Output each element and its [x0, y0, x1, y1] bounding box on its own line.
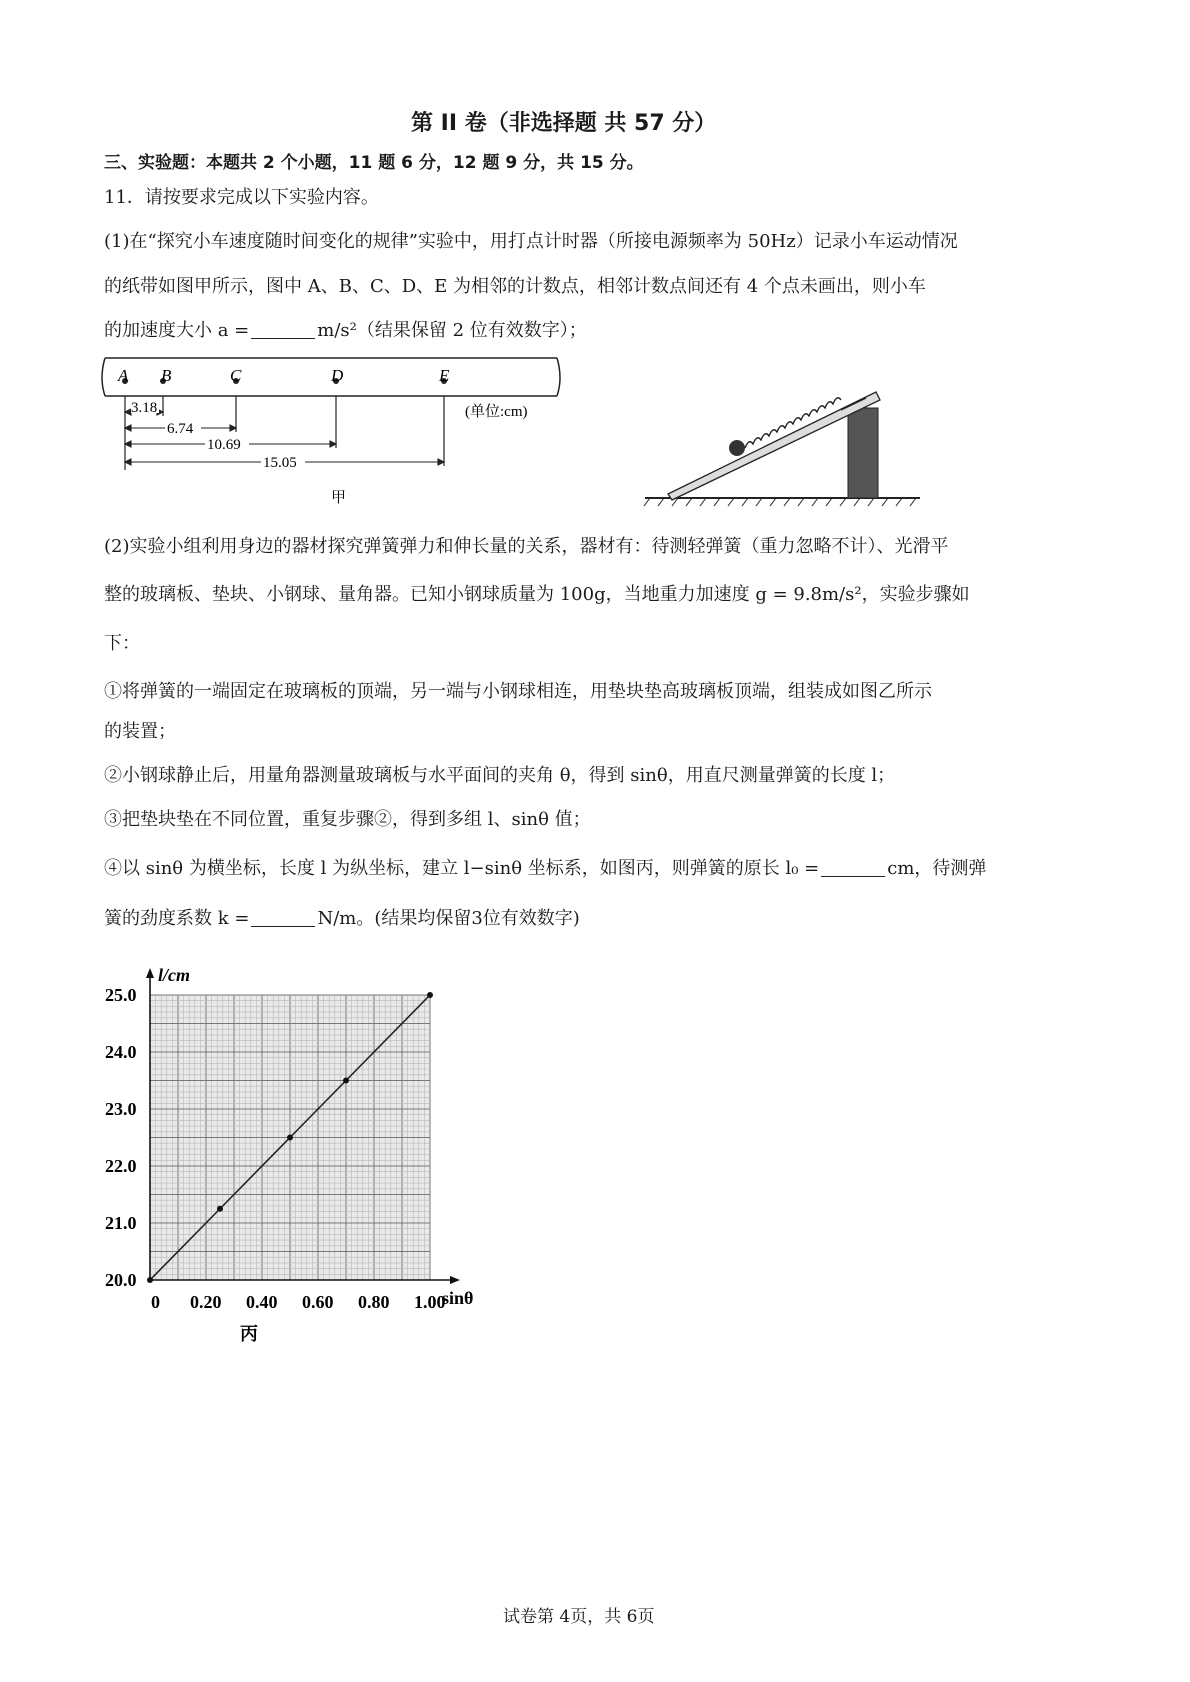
x-tick-label: 0.80	[358, 1292, 390, 1312]
dim-ac: 6.74	[167, 421, 194, 437]
step2: ②小钢球静止后，用量角器测量玻璃板与水平面间的夹角 θ，得到 sinθ，用直尺测量弹簧的长度 l；	[104, 765, 896, 786]
tape-point-c	[230, 366, 242, 385]
page-number: 试卷第 4页，共 6页	[503, 1607, 655, 1627]
svg-text:B: B	[161, 366, 172, 385]
part1-line3-unit: m/s²（结果保留 2 位有效数字）；	[317, 320, 587, 341]
step1-line1: ①将弹簧的一端固定在玻璃板的顶端，另一端与小钢球相连，用垫块垫高玻璃板顶端，组装成如图乙所示	[104, 681, 932, 702]
y-tick-label: 23.0	[105, 1099, 137, 1119]
x-tick-label: 0.40	[246, 1292, 278, 1312]
step4-line2-unit: N/m。(结果均保留3位有效数字)	[317, 908, 580, 929]
step4-line2	[104, 904, 580, 930]
x-tick-label: 0	[151, 1292, 160, 1312]
svg-text:C: C	[230, 366, 242, 385]
x-tick-label: 0.60	[302, 1292, 334, 1312]
section-heading: 三、实验题：本题共 2 个小题，11 题 6 分，12 题 9 分，共 15 分。	[104, 153, 644, 173]
dim-ab: 3.18	[131, 400, 158, 416]
step4-line2-text: 簧的劲度系数 k =	[104, 908, 250, 929]
dim-ae: 15.05	[263, 455, 297, 471]
tape-point-d	[330, 366, 344, 385]
part1-line1: (1)在“探究小车速度随时间变化的规律”实验中，用打点计时器（所接电源频率为 50Hz）记录小车运动情况	[104, 231, 958, 252]
part1-line2: 的纸带如图甲所示，图中 A、B、C、D、E 为相邻的计数点，相邻计数点间还有 4 个点未画出，则小车	[104, 276, 926, 297]
step1-line2: 的装置；	[104, 721, 176, 742]
svg-text:A: A	[118, 366, 129, 385]
data-point	[217, 1206, 223, 1212]
answer-blank-spring-constant[interactable]	[251, 910, 315, 927]
step3: ③把垫块垫在不同位置，重复步骤②，得到多组 l、sinθ 值；	[104, 809, 591, 830]
tape-point-e	[438, 366, 450, 385]
incline-apparatus-figure	[640, 388, 930, 513]
y-tick-label: 22.0	[105, 1156, 137, 1176]
tape-unit-label: (单位:cm)	[465, 404, 528, 420]
x-axis-label: sinθ	[442, 1288, 474, 1308]
y-axis-label: l/cm	[158, 965, 190, 985]
step4-line1-unit: cm，待测弹	[887, 858, 987, 879]
graph-l-vs-sin-theta	[95, 960, 515, 1344]
page-title: 第 II 卷（非选择题 共 57 分）	[411, 111, 717, 136]
tape-point-b	[160, 366, 172, 385]
step4-line1-text: ④以 sinθ 为横坐标，长度 l 为纵坐标，建立 l−sinθ 坐标系，如图丙，则弹簧的原长 l₀ =	[104, 858, 820, 879]
paper-tape-figure	[95, 352, 575, 512]
figure-caption-jia: 甲	[331, 490, 347, 506]
part2-line2: 整的玻璃板、垫块、小钢球、量角器。已知小钢球质量为 100g，当地重力加速度 g = 9.8m/s²，实验步骤如	[104, 584, 970, 605]
part2-line3: 下：	[104, 633, 140, 654]
answer-blank-original-length[interactable]	[821, 860, 885, 877]
y-tick-label: 21.0	[105, 1213, 137, 1233]
tape-point-a	[117, 366, 129, 385]
step4-line1	[104, 854, 986, 880]
part1-line3	[104, 316, 587, 342]
x-axis-arrow	[450, 1276, 460, 1284]
data-point	[343, 1078, 349, 1084]
data-point	[287, 1135, 293, 1141]
y-tick-label: 20.0	[105, 1270, 137, 1290]
data-point	[427, 992, 433, 998]
data-point	[147, 1277, 153, 1283]
y-tick-label: 25.0	[105, 985, 137, 1005]
answer-blank-acceleration[interactable]	[251, 322, 315, 339]
svg-text:E: E	[439, 366, 450, 385]
y-axis-arrow	[146, 968, 154, 978]
dim-ad: 10.69	[207, 437, 241, 453]
x-tick-label: 0.20	[190, 1292, 222, 1312]
svg-text:D: D	[331, 366, 344, 385]
y-tick-label: 24.0	[105, 1042, 137, 1062]
x-tick-label: 1.00	[414, 1292, 446, 1312]
question-intro: 11．请按要求完成以下实验内容。	[104, 187, 379, 208]
part2-line1: (2)实验小组利用身边的器材探究弹簧弹力和伸长量的关系，器材有：待测轻弹簧（重力忽略不计）、光滑平	[104, 536, 949, 557]
part1-line3-text: 的加速度大小 a =	[104, 320, 250, 341]
figure-caption-bing: 丙	[240, 1324, 258, 1344]
